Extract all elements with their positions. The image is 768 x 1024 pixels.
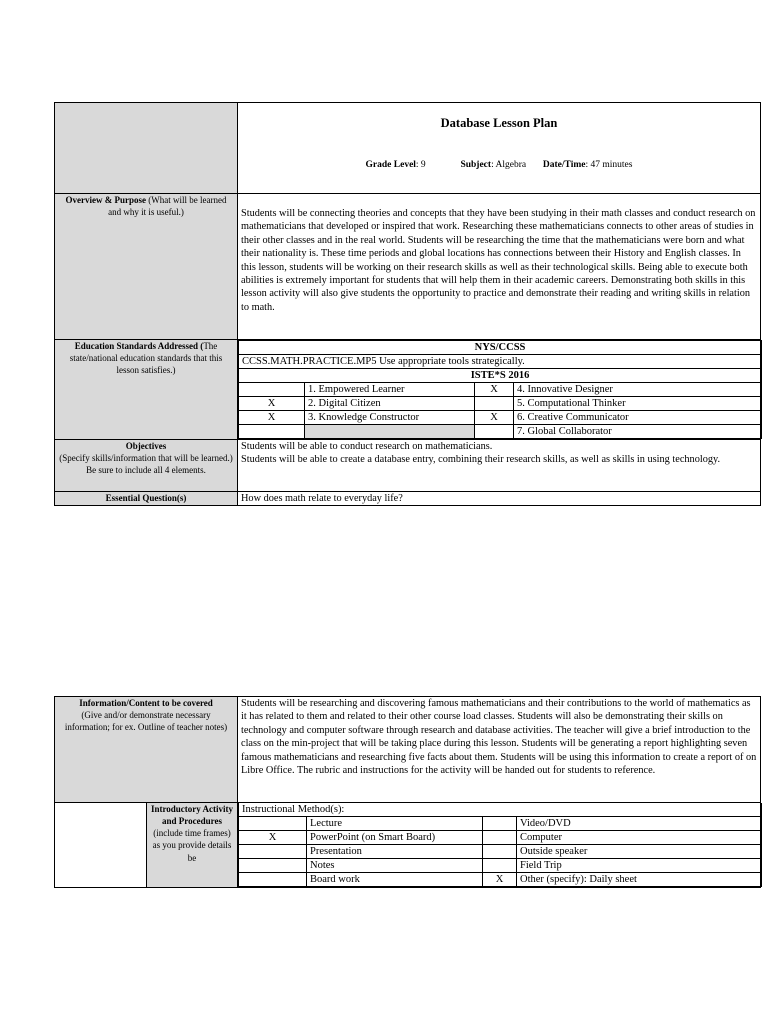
objectives-label-bold: Objectives (125, 441, 167, 451)
iste-mark-left (239, 425, 305, 439)
information-label (55, 697, 238, 803)
method-mark-left (239, 873, 307, 887)
introductory-label-bold: Introductory Activity and Procedures (150, 804, 234, 827)
iste-row (239, 383, 762, 397)
iste-item-right: 5. Computational Thinker (514, 397, 762, 411)
essential-cell (238, 492, 761, 506)
overview-cell (238, 194, 761, 340)
introductory-blank-cell (55, 803, 147, 888)
overview-label-rest: (What will be learned and why it is useful.) (108, 195, 227, 218)
iste-mark-left: X (239, 397, 305, 411)
grade-value: : 9 (415, 160, 426, 171)
nys-header: NYS/CCSS (239, 341, 762, 355)
information-row (55, 697, 761, 803)
iste-item-left (305, 425, 475, 439)
method-right: Outside speaker (517, 845, 762, 859)
method-mark-left: X (239, 831, 307, 845)
date-value: : 47 minutes (585, 160, 633, 171)
iste-mark-right (475, 397, 514, 411)
method-left: PowerPoint (on Smart Board) (307, 831, 483, 845)
method-mark-right (483, 831, 517, 845)
standards-label-rest: The state/national education standards that this lesson satisfies.) (69, 341, 223, 376)
standards-inner-table (238, 340, 762, 439)
header-cell (238, 103, 761, 194)
iste-mark-left: X (239, 411, 305, 425)
overview-row (55, 194, 761, 340)
iste-item-left: 1. Empowered Learner (305, 383, 475, 397)
grade-label: Grade Level (365, 160, 416, 171)
information-label-bold: Information/Content to be covered (79, 698, 213, 708)
objectives-row (55, 440, 761, 492)
objective-1: Students will be able to conduct research on mathematicians. (241, 441, 493, 452)
objectives-cell (238, 440, 761, 492)
iste-row (239, 397, 762, 411)
standards-row (55, 340, 761, 440)
essential-question: How does math relate to everyday life? (241, 493, 403, 504)
method-row (239, 845, 762, 859)
method-mark-right: X (483, 873, 517, 887)
objectives-label (55, 440, 238, 492)
methods-header: Instructional Method(s): (239, 803, 762, 817)
standards-cell (238, 340, 761, 440)
objectives-label-rest: (Specify skills/information that will be learned.) Be sure to include all 4 elements. (59, 453, 233, 476)
essential-row (55, 492, 761, 506)
overview-text: Students will be connecting theories and concepts that they have been studying in their math classes and conduct research on mathematicians that developed or inspired that work. Researching these mathematicians connects to other areas of studies in their other classes and in the real world. Students will be researching the time that the mathematicians were born and what their nationality is. These time periods and global locations has connections between their History and English classes. In this lesson, students will be working on their research skills as well as their technological skills. Being able to execute both abilities is extremely important for students that will help them in their academic careers. Demonstrating both skills in this lesson activity will also give students the opportunity to practice and demonstrate their reading and writing skills in relation to math. (241, 208, 756, 313)
iste-row (239, 411, 762, 425)
iste-header: ISTE*S 2016 (239, 369, 762, 383)
header-row (55, 103, 761, 194)
method-left: Board work (307, 873, 483, 887)
subject-label: Subject (460, 160, 492, 171)
method-row (239, 831, 762, 845)
iste-mark-left (239, 383, 305, 397)
overview-label (55, 194, 238, 340)
method-left: Lecture (307, 817, 483, 831)
objective-2: Students will be able to create a database entry, combining their research skills, as well as skills in using technology. (241, 454, 721, 466)
method-mark-left (239, 817, 307, 831)
methods-cell (238, 803, 761, 888)
lesson-meta (241, 159, 757, 171)
information-cell (238, 697, 761, 803)
method-mark-right (483, 859, 517, 873)
method-row (239, 859, 762, 873)
header-label-cell (55, 103, 238, 194)
method-mark-right (483, 845, 517, 859)
lesson-plan-table-2 (54, 696, 761, 888)
subject-value: : Algebra (491, 160, 527, 171)
iste-item-left: 3. Knowledge Constructor (305, 411, 475, 425)
method-mark-left (239, 845, 307, 859)
method-mark-left (239, 859, 307, 873)
introductory-label (147, 803, 238, 888)
method-right: Video/DVD (517, 817, 762, 831)
lesson-plan-table-1 (54, 102, 761, 506)
method-left: Presentation (307, 845, 483, 859)
standards-label (55, 340, 238, 440)
lesson-title: Database Lesson Plan (440, 116, 558, 130)
nys-text: CCSS.MATH.PRACTICE.MP5 Use appropriate tools strategically. (239, 355, 762, 369)
essential-label (55, 492, 238, 506)
information-text: Students will be researching and discovering famous mathematicians and their contributions to the world of mathematics as it has related to them and related to their other course load classes. Students will also be demonstrating their skills on technology and computer software through research and database activities. The teacher will give a brief introduction to the class on the min-project that will be taking place during this lesson. Students will be generating a report highlighting seven famous mathematicians and researching five facts about them. Students will be using this information to create a report of on Libre Office. The rubric and instructions for the activity will be handed out for students to reference. (241, 698, 757, 776)
method-row (239, 873, 762, 887)
method-left: Notes (307, 859, 483, 873)
standards-label-bold: Education Standards Addressed ( (74, 341, 204, 351)
iste-item-left: 2. Digital Citizen (305, 397, 475, 411)
introductory-row (55, 803, 761, 888)
method-right: Computer (517, 831, 762, 845)
method-right: Field Trip (517, 859, 762, 873)
iste-item-right: 4. Innovative Designer (514, 383, 762, 397)
date-label: Date/Time (542, 160, 586, 171)
method-row (239, 817, 762, 831)
method-right: Other (specify): Daily sheet (517, 873, 762, 887)
method-mark-right (483, 817, 517, 831)
iste-row (239, 425, 762, 439)
iste-mark-right (475, 425, 514, 439)
iste-item-right: 6. Creative Communicator (514, 411, 762, 425)
essential-label-text: Essential Question(s) (105, 493, 187, 503)
iste-mark-right: X (475, 411, 514, 425)
information-label-rest: (Give and/or demonstrate necessary information; for ex. Outline of teacher notes) (64, 710, 228, 733)
iste-item-right: 7. Global Collaborator (514, 425, 762, 439)
methods-inner-table (238, 803, 762, 887)
iste-mark-right: X (475, 383, 514, 397)
overview-label-bold: Overview & Purpose (65, 195, 146, 205)
introductory-label-rest: (include time frames) as you provide details be (152, 828, 232, 863)
